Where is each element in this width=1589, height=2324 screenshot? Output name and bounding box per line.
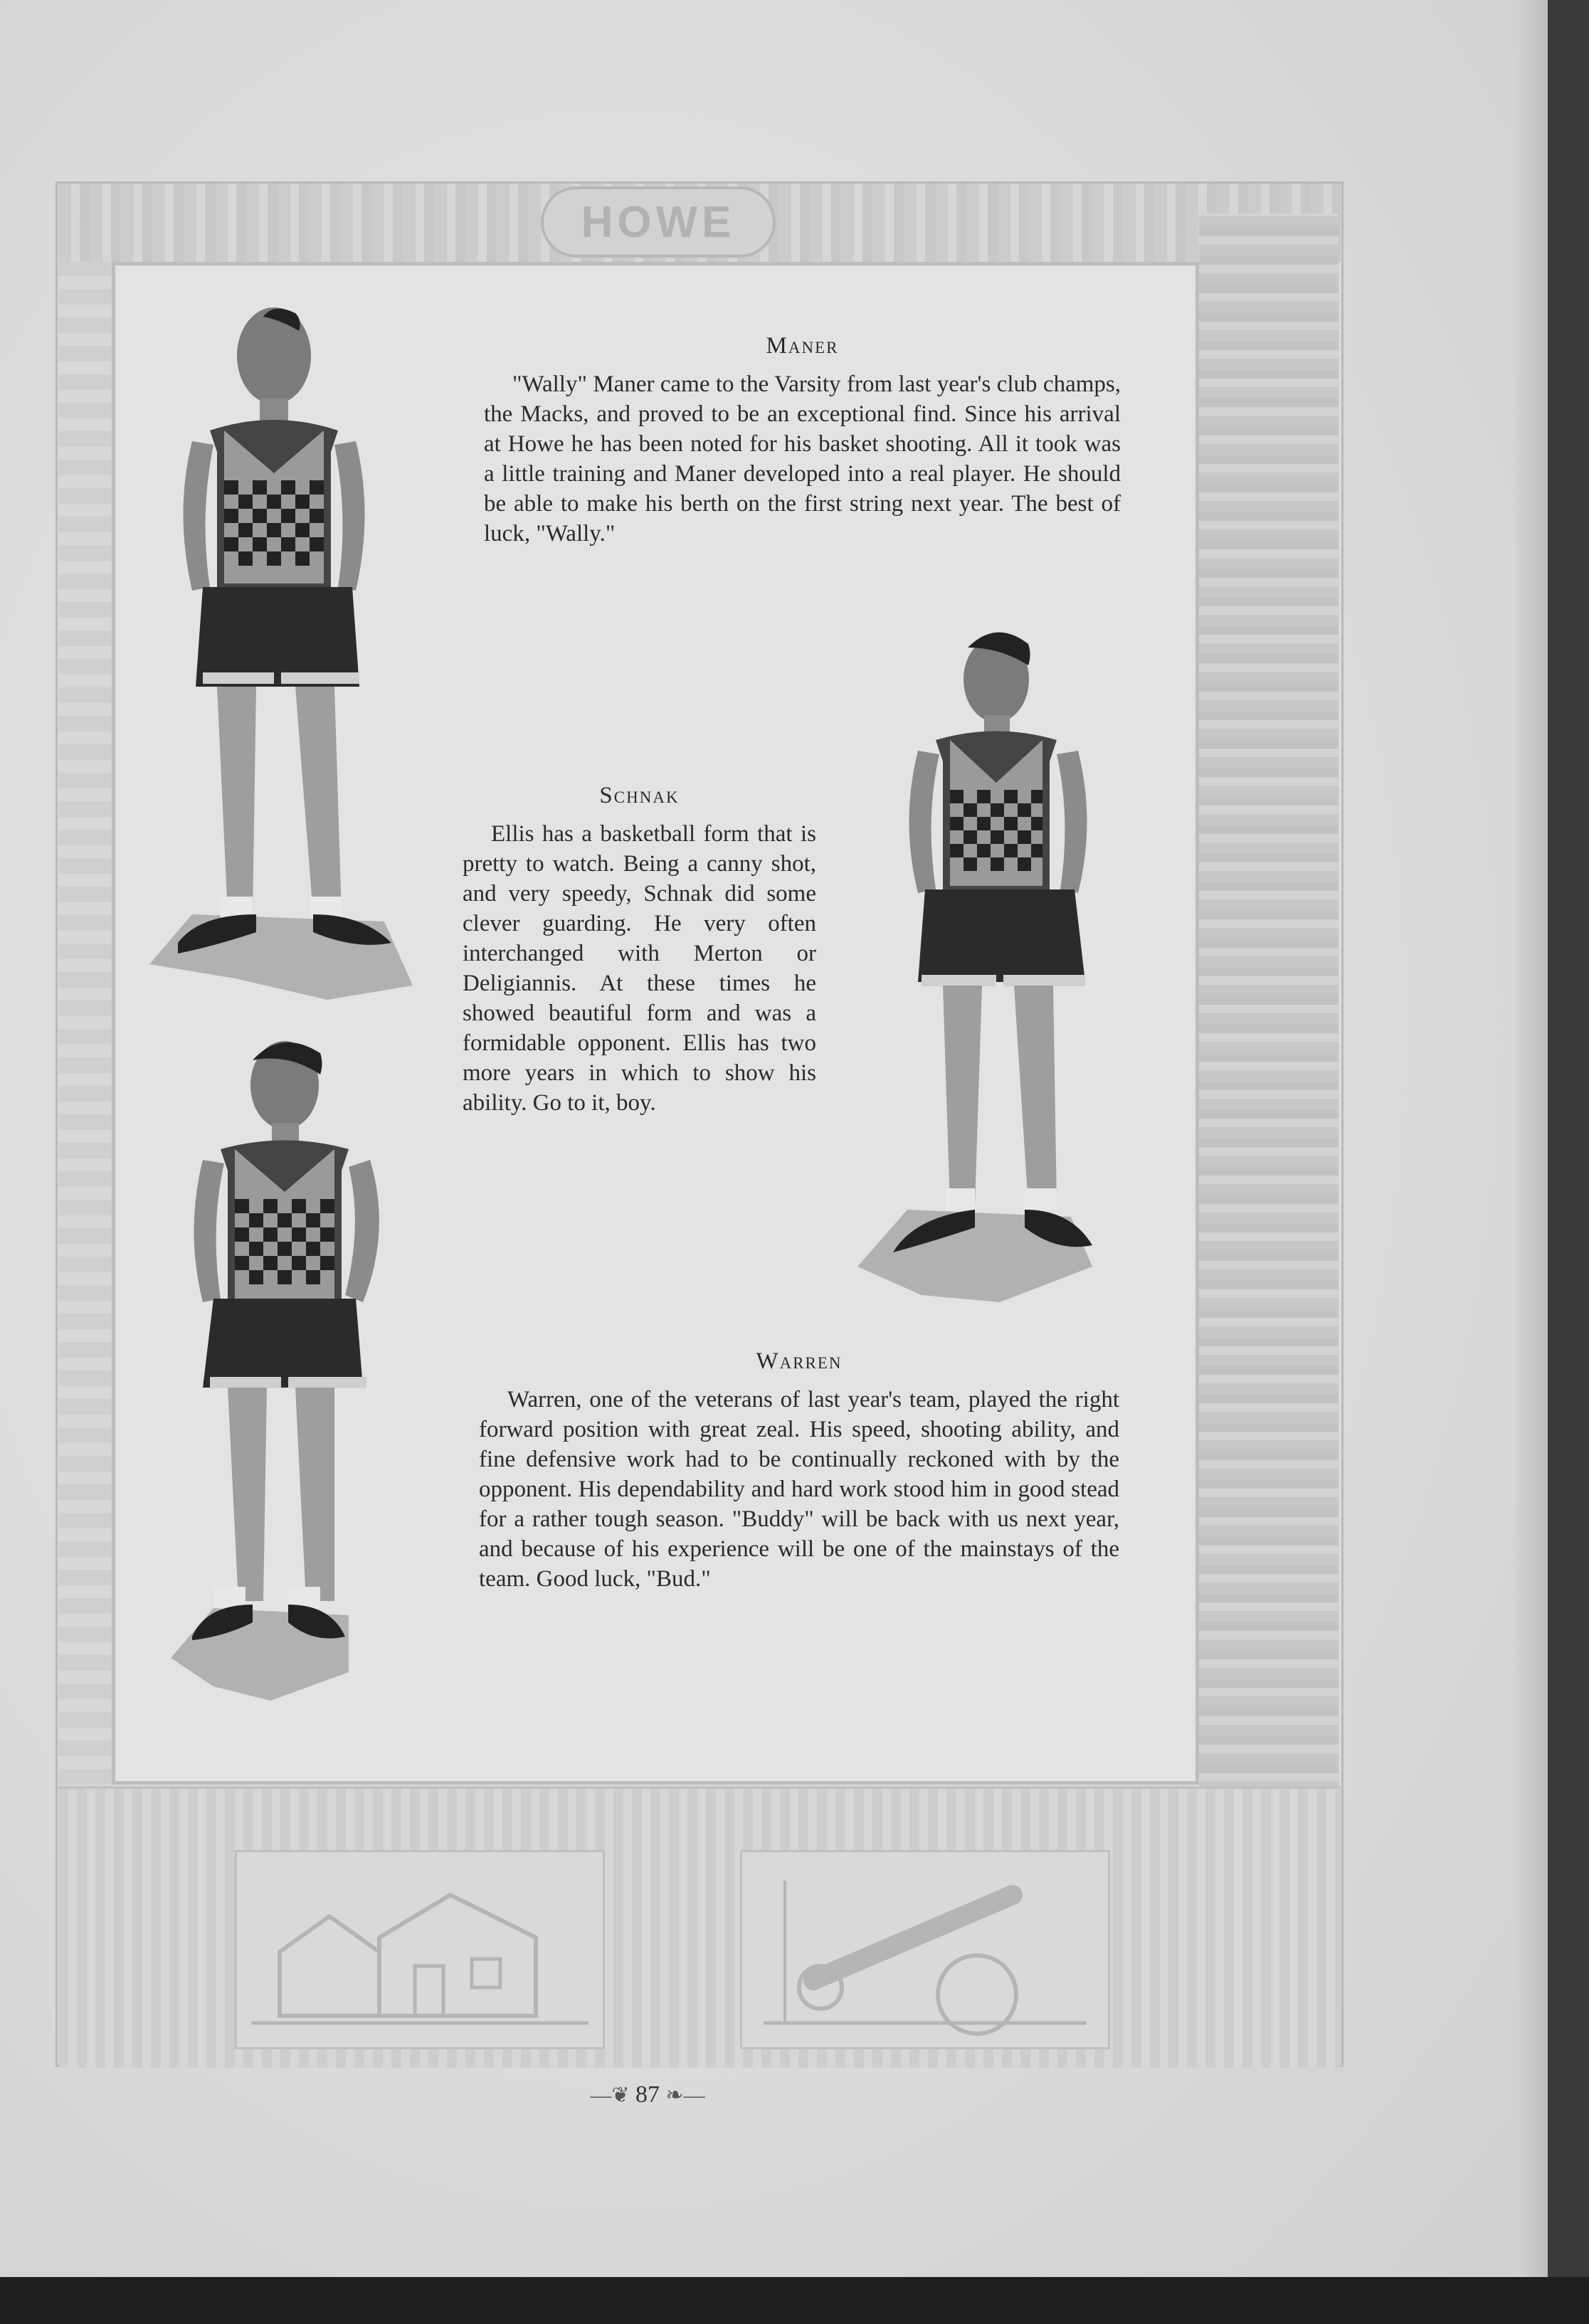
book-edge <box>1548 0 1589 2324</box>
article-maner <box>484 333 1121 549</box>
player-photo-maner <box>149 302 420 1003</box>
building-illustration <box>235 1850 605 2049</box>
book-bottom-edge <box>0 2277 1589 2324</box>
article-heading: Maner <box>766 333 839 359</box>
page-number <box>541 2081 754 2108</box>
article-heading: Warren <box>756 1348 843 1374</box>
player-photo-warren <box>171 1032 406 1701</box>
article-body: "Wally" Maner came to the Varsity from last year's club champs, the Macks, and proved to be an exceptional find. Since his arrival at Howe he has been noted for his basket shooting. All it took was a little training and Maner developed into a real player. He should be able to make his berth on the first string next year. The best of luck, "Wally." <box>484 371 1121 546</box>
page-number-ornament-left: —❦ <box>590 2083 630 2107</box>
page-number-value: 87 <box>635 2081 660 2108</box>
page-number-ornament-right: ❧— <box>665 2083 705 2107</box>
article-heading: Schnak <box>599 783 680 808</box>
cannon-illustration <box>740 1850 1110 2049</box>
header-title: HOWE <box>581 197 736 247</box>
article-body: Ellis has a basketball form that is pretty to watch. Being a canny shot, and very speedy, Schnak did some clever guarding. He very often interchanged with Merton or Deligiannis. At these times he showed beautiful form and was a formidable opponent. Ellis has two more years in which to show his ability. Go to it, boy. <box>463 821 816 1116</box>
article-schnak <box>463 783 816 1118</box>
player-photo-schnak <box>857 626 1099 1309</box>
article-warren <box>479 1348 1119 1594</box>
header-cartouche <box>541 186 776 258</box>
article-body: Warren, one of the veterans of last year's team, played the right forward position with great zeal. His speed, shooting ability, and fine defensive work had to be continually reckoned with by the opponent. His dependability and hard work stood him in good stead for a rather tough season. "Buddy" will be back with us next year, and because of his experience will be one of the mainstays of the team. Good luck, "Bud." <box>479 1387 1119 1592</box>
page-spine-shadow <box>1516 0 1548 2277</box>
